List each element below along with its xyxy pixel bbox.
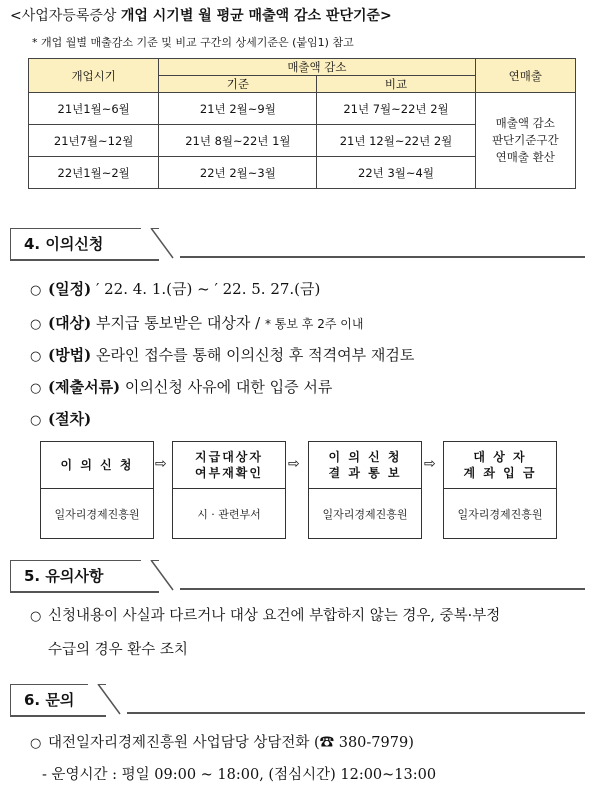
table-cell: 21년1월~6월 xyxy=(29,93,159,125)
step-notify xyxy=(308,441,422,539)
section-header-4 xyxy=(10,228,585,258)
criteria-title: <사업자등록증상 개업 시기별 월 평균 매출액 감소 판단기준> xyxy=(10,8,392,24)
item-method: ○ (방법) 온라인 접수를 통해 이의신청 후 적격여부 재검토 xyxy=(30,346,415,364)
arrow-right-icon: ⇨ xyxy=(424,456,436,472)
section-header-6 xyxy=(10,684,585,714)
header-open: 개업시기 xyxy=(29,59,159,93)
bullet-icon: ○ xyxy=(30,736,42,751)
table-cell: 22년1월~2월 xyxy=(29,157,159,189)
bullet-icon: ○ xyxy=(30,317,42,332)
item-documents: ○ (제출서류) 이의신청 사유에 대한 입증 서류 xyxy=(30,378,333,396)
step-owner: 일자리경제진흥원 xyxy=(457,507,543,521)
section-rule xyxy=(127,712,585,714)
criteria-table xyxy=(28,58,576,189)
step-title: 지급대상자 여부재확인 xyxy=(173,442,285,489)
header-base: 기준 xyxy=(159,76,317,93)
step-deposit xyxy=(443,441,557,539)
table-cell: 22년 3월~4월 xyxy=(317,157,475,189)
bullet-icon: ○ xyxy=(30,349,42,364)
item-schedule: ○ (일정) ′ 22. 4. 1.(금) ~ ′ 22. 5. 27.(금) xyxy=(30,280,321,298)
step-recheck xyxy=(172,441,286,539)
section-title: 4. 이의신청 xyxy=(24,235,104,253)
table-cell: 21년7월~12월 xyxy=(29,125,159,157)
arrow-right-icon: ⇨ xyxy=(288,456,300,472)
bullet-icon: ○ xyxy=(30,413,42,428)
step-owner: 일자리경제진흥원 xyxy=(322,507,408,521)
step-title: 이 의 신 청 결 과 통 보 xyxy=(309,442,421,489)
header-annual: 연매출 xyxy=(475,59,575,93)
section-rule xyxy=(180,256,585,258)
criteria-note: * 개업 월별 매출감소 기준 및 비교 구간의 상세기준은 (붙임1) 참고 xyxy=(32,36,354,49)
item-procedure: ○ (절차) xyxy=(30,410,92,428)
table-cell: 21년 8월~22년 1월 xyxy=(159,125,317,157)
contact-item: ○ 대전일자리경제진흥원 사업담당 상담전화 (☎ 380-7979) xyxy=(30,735,414,751)
item-target: ○ (대상) 부지급 통보받은 대상자 / * 통보 후 2주 이내 xyxy=(30,314,364,332)
step-owner: 일자리경제진흥원 xyxy=(54,507,140,521)
section-title: 5. 유의사항 xyxy=(24,567,104,585)
caution-item-cont: 수급의 경우 환수 조치 xyxy=(48,642,188,658)
step-apply xyxy=(40,441,154,539)
table-cell: 22년 2월~3월 xyxy=(159,157,317,189)
contact-hours: - 운영시간 : 평일 09:00 ~ 18:00, (점심시간) 12:00~13:00 xyxy=(42,767,437,783)
tab-slant-icon xyxy=(141,228,181,260)
section-header-5 xyxy=(10,560,585,590)
table-cell: 21년 7월~22년 2월 xyxy=(317,93,475,125)
step-title: 이 의 신 청 xyxy=(41,442,153,489)
tab-slant-icon xyxy=(88,684,128,716)
header-sales: 매출액 감소 xyxy=(159,59,475,76)
step-title: 대 상 자 계 좌 입 금 xyxy=(444,442,556,489)
annual-note: 매출액 감소 판단기준구간 연매출 환산 xyxy=(475,93,575,189)
table-cell: 21년 2월~9월 xyxy=(159,93,317,125)
bullet-icon: ○ xyxy=(30,381,42,396)
caution-item: ○ 신청내용이 사실과 다르거나 대상 요건에 부합하지 않는 경우, 중복·부정 xyxy=(30,608,501,624)
section-title: 6. 문의 xyxy=(24,691,75,709)
arrow-right-icon: ⇨ xyxy=(155,456,167,472)
tab-slant-icon xyxy=(141,560,181,592)
step-owner: 시 · 관련부서 xyxy=(197,507,261,521)
bullet-icon: ○ xyxy=(30,609,42,624)
table-cell: 21년 12월~22년 2월 xyxy=(317,125,475,157)
section-rule xyxy=(180,588,585,590)
bullet-icon: ○ xyxy=(30,283,42,298)
header-compare: 비교 xyxy=(317,76,475,93)
